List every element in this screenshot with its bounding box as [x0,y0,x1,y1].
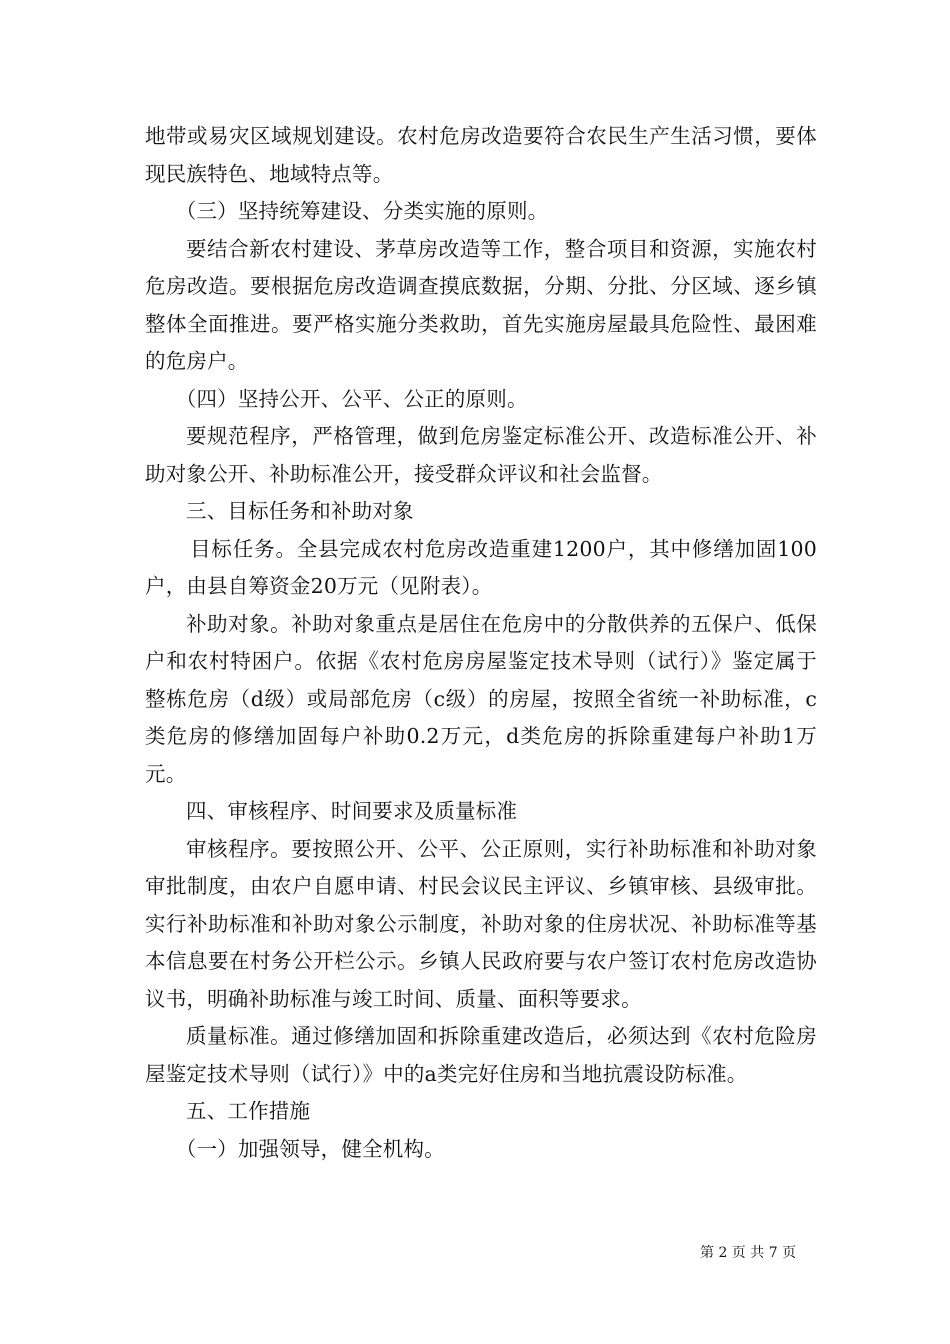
paragraph-10: 审核程序。要按照公开、公平、公正原则，实行补助标准和补助对象审批制度，由农户自愿申请、村民会议民主评议、乡镇审核、县级审批。实行补助标准和补助对象公示制度，补助对象的住房状况、补助标准等基本信息要在村务公开栏公示。乡镇人民政府要与农户签订农村危房改造协议书，明确补助标准与竣工时间、质量、面积等要求。 [145,836,817,1011]
document-body [145,118,817,1168]
section-heading-5: 五、工作措施 [186,1099,311,1123]
paragraph-2: （三）坚持统筹建设、分类实施的原则。 [175,199,549,223]
paragraph-1: 地带或易灾区域规划建设。农村危房改造要符合农民生产生活习惯，要体现民族特色、地域特点等。 [145,124,817,186]
paragraph-3: 要结合新农村建设、茅草房改造等工作，整合项目和资源，实施农村危房改造。要根据危房改造调查摸底数据，分期、分批、分区域、逐乡镇整体全面推进。要严格实施分类救助，首先实施房屋最具危险性、最困难的危房户。 [145,236,817,373]
paragraph-7: 目标任务。全县完成农村危房改造重建1200户，其中修缮加固100户，由县自筹资金20万元（见附表）。 [145,536,817,598]
paragraph-11: 质量标准。通过修缮加固和拆除重建改造后，必须达到《农村危险房屋鉴定技术导则（试行）》中的a类完好住房和当地抗震设防标准。 [145,1024,817,1086]
paragraph-13: （一）加强领导，健全机构。 [175,1136,445,1161]
paragraph-5: 要规范程序，严格管理，做到危房鉴定标准公开、改造标准公开、补助对象公开、补助标准公开，接受群众评议和社会监督。 [145,424,817,486]
section-heading-4: 四、审核程序、时间要求及质量标准 [186,799,518,823]
section-heading-3: 三、目标任务和补助对象 [186,499,414,523]
paragraph-8: 补助对象。补助对象重点是居住在危房中的分散供养的五保户、低保户和农村特困户。依据《农村危房房屋鉴定技术导则（试行）》鉴定属于整栋危房（d级）或局部危房（c级）的房屋，按照全省统一补助标准，c类危房的修缮加固每户补助0.2万元，d类危房的拆除重建每户补助1万元。 [145,611,817,786]
paragraph-4: （四）坚持公开、公平、公正的原则。 [175,386,528,411]
page-number-footer: 第 2 页 共 7 页 [700,1245,797,1261]
